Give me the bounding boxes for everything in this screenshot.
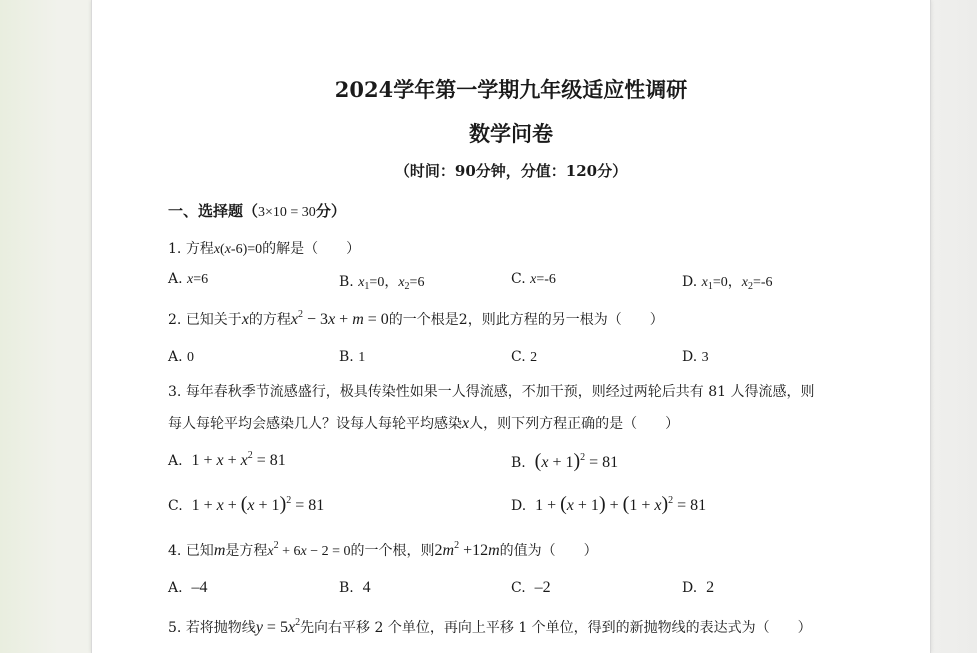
- q3-option-d: D. $1 + (x + 1) + (1 + x)^2 = 81$: [511, 493, 707, 515]
- section-score: 3×10 = 30: [258, 205, 316, 220]
- section-heading-end: 分）: [315, 202, 346, 220]
- section-heading-text: 一、选择题（: [168, 202, 259, 220]
- q3-number: 3.: [168, 384, 182, 400]
- q2-post: 的一个根是2，则此方程的另一根为（ ）: [388, 312, 664, 328]
- q5-equation: $y = 5x^2$: [255, 617, 301, 636]
- q2-option-c: C. 2: [511, 349, 538, 365]
- q4-pre: 已知: [185, 543, 214, 559]
- q2-pre: 已知关于: [185, 312, 242, 328]
- q2-variable: x: [241, 311, 249, 328]
- q2-option-a: A. 0: [168, 349, 195, 365]
- q1-option-c: C. x=-6: [511, 271, 556, 287]
- q4-expression: $2m^2 +12m$: [434, 540, 500, 559]
- q4-option-d: D. 2: [682, 579, 715, 596]
- q4-equation: $x^2 + 6x - 2 = 0$: [267, 540, 351, 559]
- q2-option-b: B. 1: [339, 349, 366, 365]
- q2-equation: $x^2 - 3x + m = 0$: [290, 309, 389, 328]
- document-page: [91, 0, 931, 653]
- section-heading: [168, 200, 346, 221]
- q2-option-d: D. 3: [682, 349, 709, 365]
- question-2: [168, 309, 664, 329]
- q4-post: 的值为（ ）: [499, 543, 598, 559]
- q4-number: 4.: [168, 543, 182, 559]
- q1-option-d: D. $x_1=0$，$x_2=-6$: [682, 274, 773, 292]
- q1-number: 1.: [168, 241, 182, 257]
- doc-title: 2024学年第一学期九年级适应性调研: [334, 77, 688, 102]
- q1-post: 的解是（ ）: [262, 241, 361, 257]
- q3-line2-post: 人，则下列方程正确的是（ ）: [469, 416, 680, 432]
- q1-pre: 方程: [185, 241, 214, 257]
- q3-option-c: C. $1 + x + (x + 1)^2 = 81$: [168, 493, 325, 515]
- q4-variable: m: [213, 542, 226, 559]
- q1-equation: x(x-6)=0: [213, 242, 263, 257]
- q4-option-b: B. 4: [339, 579, 371, 596]
- question-5: [168, 617, 812, 637]
- question-3-line2: [168, 413, 679, 433]
- q3-option-b: B. $(x + 1)^2 = 81$: [511, 450, 619, 472]
- doc-meta: （时间：90分钟，分值：120分）: [394, 162, 628, 180]
- doc-subtitle: 数学问卷: [469, 121, 553, 146]
- q4-option-c: C. –2: [511, 579, 551, 596]
- q3-line1: 每年春秋季节流感盛行，极具传染性如果一人得流感，不加干预，则经过两轮后共有 81 人得流感，则: [185, 384, 815, 400]
- question-3: [168, 381, 815, 401]
- q3-line2-pre: 每人每轮平均会感染几人？设每人每轮平均感染: [168, 416, 462, 432]
- q1-option-b: B. $x_1=0$，$x_2=6$: [339, 274, 425, 292]
- q2-number: 2.: [168, 312, 182, 328]
- q4-mid: 是方程: [225, 543, 268, 559]
- q3-variable: x: [462, 415, 470, 432]
- q5-post: 先向右平移 2 个单位，再向上平移 1 个单位，得到的新抛物线的表达式为（ ）: [300, 620, 812, 636]
- q4-mid2: 的一个根，则: [350, 543, 435, 559]
- q2-mid: 的方程: [248, 312, 291, 328]
- q5-number: 5.: [168, 620, 182, 636]
- q5-pre: 若将抛物线: [185, 620, 256, 636]
- q3-option-a: A. $1 + x + x^2 = 81$: [168, 450, 286, 469]
- q1-option-a: A. x=6: [168, 271, 209, 287]
- q4-option-a: A. –4: [168, 579, 208, 596]
- question-4: [168, 540, 598, 560]
- question-1: [168, 238, 360, 258]
